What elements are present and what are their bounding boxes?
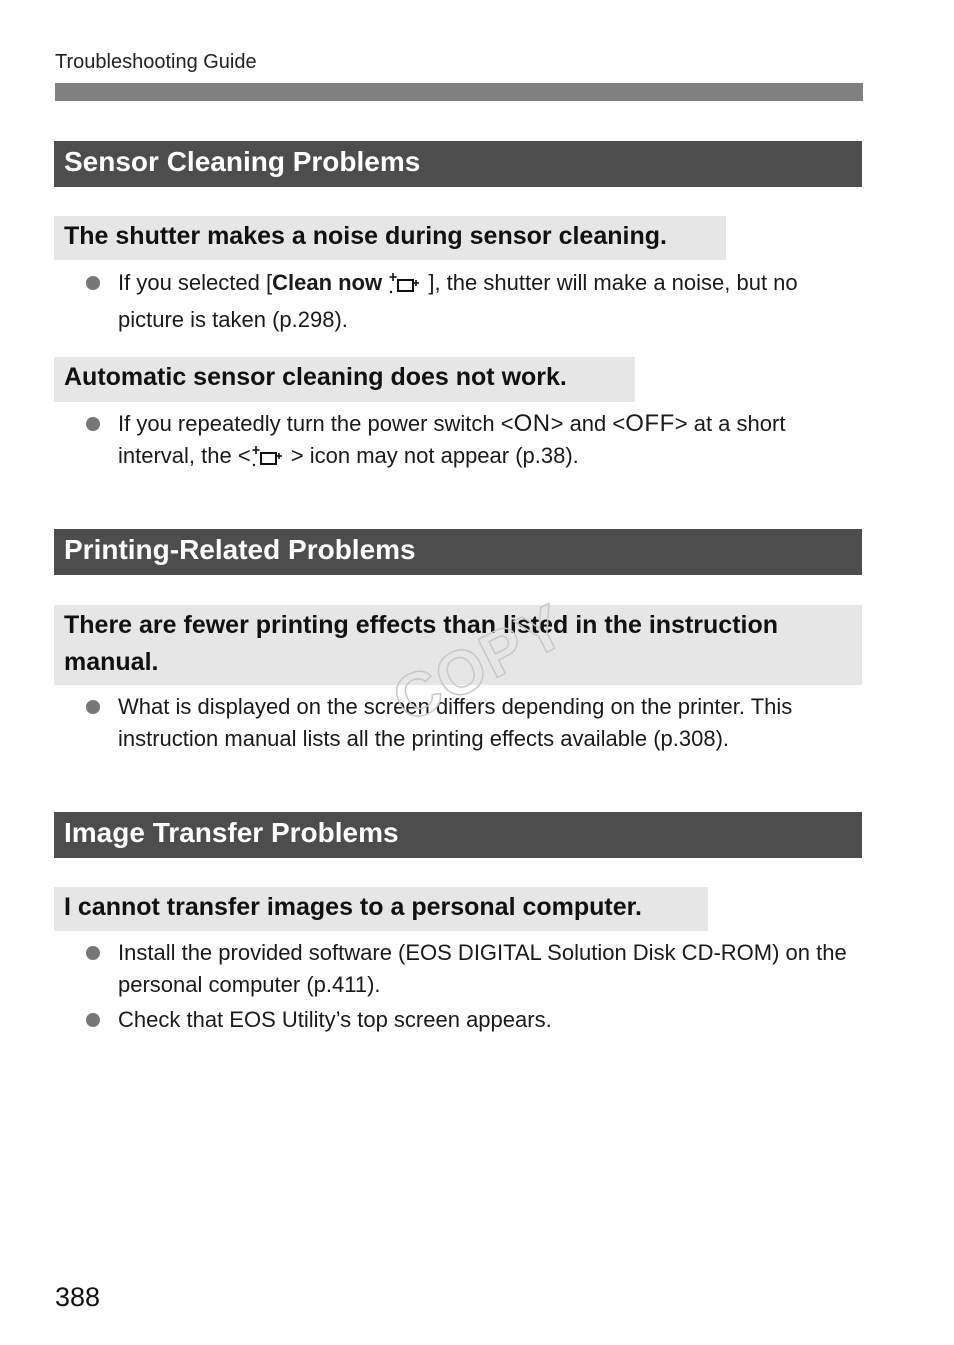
bullet-text-4: > icon may not appear (p.38). (284, 443, 579, 468)
header-rule (55, 83, 863, 101)
list-item (86, 267, 866, 336)
list-item (86, 1004, 866, 1036)
bullet-text: Install the provided software (EOS DIGITAL Solution Disk CD-ROM) on the personal computer (p.411). (118, 940, 847, 997)
sensor-clean-icon (388, 271, 422, 304)
problem-heading-shutter-noise: The shutter makes a noise during sensor cleaning. (54, 216, 726, 260)
bullet-text-1: If you repeatedly turn the power switch < (118, 411, 514, 436)
bullet-text-2: > and < (550, 411, 626, 436)
power-on-label: ON (513, 410, 551, 437)
bullet-icon (86, 700, 100, 714)
problem-heading-auto-clean: Automatic sensor cleaning does not work. (54, 357, 635, 402)
copy-watermark: COPY (382, 591, 578, 736)
bullet-text-pre: If you selected [ (118, 270, 273, 295)
bullet-text: What is displayed on the screen differs depending on the printer. This instruction manual lists all the printing effects available (p.308). (118, 694, 793, 751)
power-off-label: OFF (625, 410, 675, 437)
section-title-sensor-cleaning: Sensor Cleaning Problems (54, 141, 862, 187)
list-item (86, 408, 866, 477)
bullet-text-3: > at a short interval, the < (118, 411, 786, 468)
bullet-icon (86, 276, 100, 290)
section-title-printing: Printing-Related Problems (54, 529, 862, 575)
sensor-clean-icon (251, 444, 285, 477)
bullet-icon (86, 417, 100, 431)
bullet-icon (86, 1013, 100, 1027)
problem-heading-transfer: I cannot transfer images to a personal computer. (54, 887, 708, 931)
bullet-icon (86, 946, 100, 960)
running-title: Troubleshooting Guide (55, 51, 257, 73)
bullet-text: Check that EOS Utility’s top screen appears. (118, 1007, 552, 1032)
page-number: 388 (55, 1282, 101, 1312)
section-title-image-transfer: Image Transfer Problems (54, 812, 862, 858)
list-item (86, 937, 866, 1001)
problem-heading-printing-effects: There are fewer printing effects than listed in the instruction manual. (54, 605, 862, 685)
bullet-text-post: ], the shutter will make a noise, but no picture is taken (p.298). (118, 270, 798, 332)
menu-item-clean-now: Clean now (272, 270, 383, 295)
